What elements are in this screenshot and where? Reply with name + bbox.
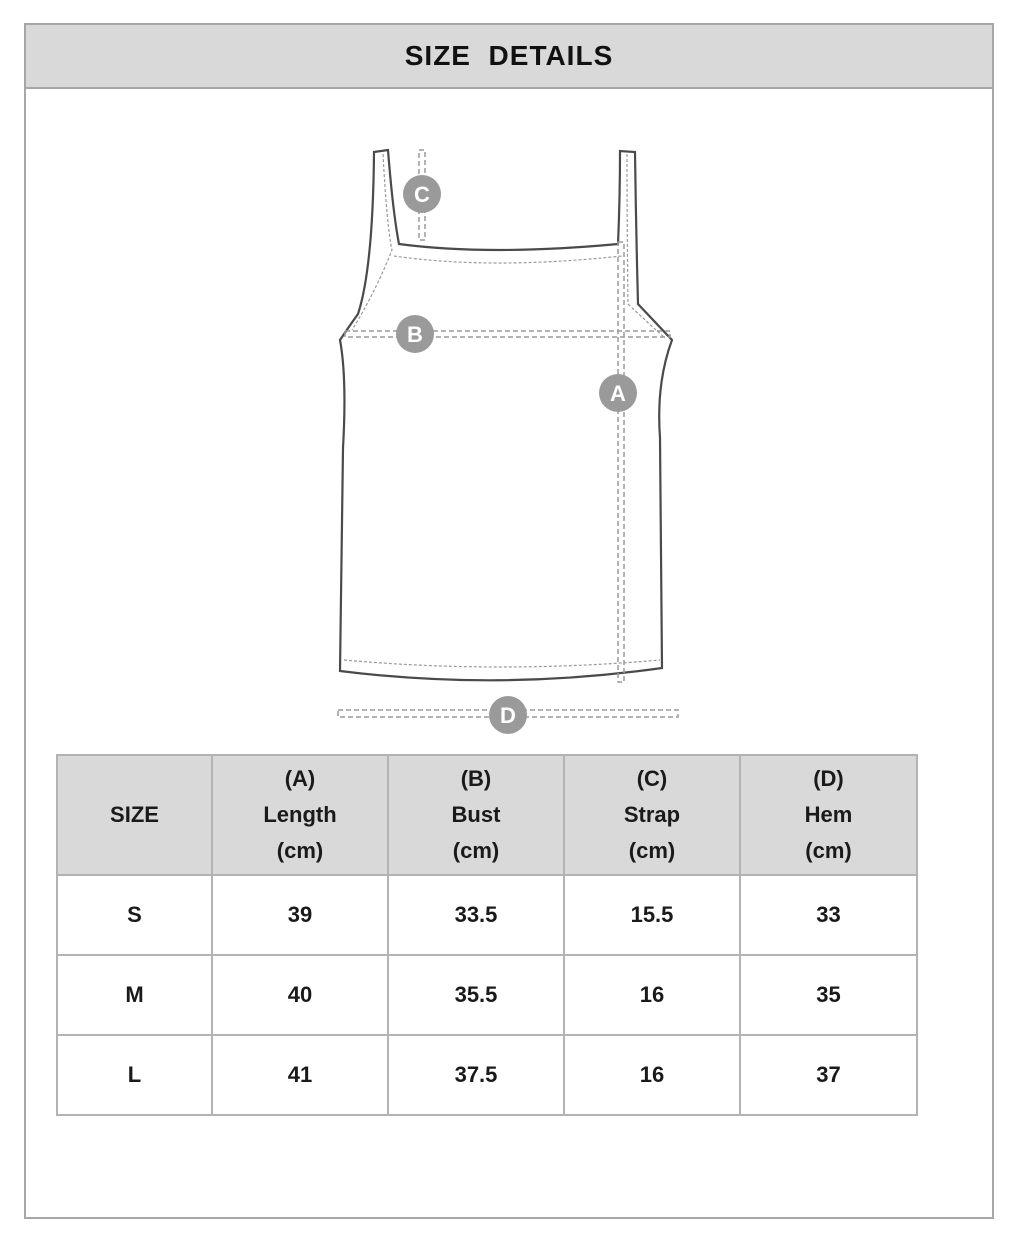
cell-bust: 33.5 [388,875,564,955]
cell-length: 40 [212,955,388,1035]
header-strap: (C) Strap (cm) [564,755,740,875]
measurement-d-badge [489,696,527,734]
header-hem: (D) Hem (cm) [740,755,917,875]
size-table [56,754,918,1116]
label-a: A [610,381,626,406]
cell-bust: 35.5 [388,955,564,1035]
cell-strap: 15.5 [564,875,740,955]
cell-length: 41 [212,1035,388,1115]
measurement-a-badge [599,374,637,412]
cell-size: S [57,875,212,955]
cell-strap: 16 [564,955,740,1035]
cell-hem: 37 [740,1035,917,1115]
label-c: C [414,182,430,207]
cell-strap: 16 [564,1035,740,1115]
header-size: SIZE [57,755,212,875]
table-row [57,1035,917,1115]
cell-size: L [57,1035,212,1115]
page-title: SIZE DETAILS [404,40,614,71]
title-bar [26,25,992,89]
cell-hem: 35 [740,955,917,1035]
header-length: (A) Length (cm) [212,755,388,875]
cell-bust: 37.5 [388,1035,564,1115]
measurement-c-badge [403,175,441,213]
measurement-b-badge [396,315,434,353]
label-d: D [500,703,516,728]
table-row [57,955,917,1035]
garment-outline [340,150,672,680]
table-row [57,875,917,955]
cell-size: M [57,955,212,1035]
cell-length: 39 [212,875,388,955]
tank-top-diagram [300,118,680,748]
header-bust: (B) Bust (cm) [388,755,564,875]
cell-hem: 33 [740,875,917,955]
label-b: B [407,322,423,347]
table-header-row [57,755,917,875]
